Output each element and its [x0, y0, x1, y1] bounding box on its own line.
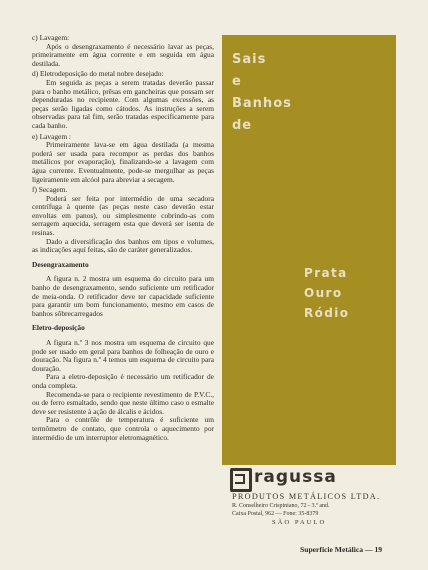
section-f-body: Poderá ser feita por intermédio de uma secadora centrífuga à quente (as peças neste caso deverão estar envoltas em panos), ou simplesmente cobrindo-as com serragem aquecida, serragem esta que deverá ser isenta de resinas. [32, 193, 214, 238]
ad-title-line: Banhos [232, 96, 292, 111]
page-footer: Superficie Metálica — 19 [300, 545, 383, 554]
ad-title-line: de [232, 118, 253, 133]
section-desengraxamento-body: A figura n. 2 mostra um esquema do circuito para um banho de desengraxamento, sendo suficiente um retificador de meia-onda. O retificador deve ter capacidade suficiente para garantir um bom funcionamento, mesmo em casos de banhos sôbrecarregados [32, 274, 214, 318]
section-eletro-deposicao-p4: Para o contrôle de temperatura é suficiente um termômetro de contato, que controla o aquecimento por intermédio de um interruptor eletromagnético. [32, 415, 214, 442]
ad-metal-line: Prata [304, 266, 348, 280]
section-eletro-deposicao-p3: Recomenda-se para o recipiente revestimento de P.V.C., ou de ferro esmaltado, sendo que neste último caso o esmalte deve ser resistente à ação de álcalis e ácidos. [32, 389, 214, 416]
dragussa-logo [230, 468, 360, 490]
ad-title-line: Sais [232, 52, 267, 67]
logo-mark-icon [230, 468, 252, 492]
section-f-heading: f) Secagem. [32, 185, 68, 195]
ad-metals [304, 263, 349, 323]
advertisement-panel [222, 35, 396, 465]
address-line-1: R. Conselheiro Crispiniano, 72 - 3.º and. [232, 503, 330, 509]
logo-wordmark: ragussa [254, 467, 337, 487]
section-c-body: Após o desengraxamento é necessário lavar as peças, primeiramente em água corrente e em seguida em água destilada. [32, 41, 214, 68]
section-desengraxamento-title: Desengraxamento [32, 259, 89, 269]
ad-title [232, 49, 292, 137]
company-city: SÃO PAULO [272, 519, 327, 526]
address-line-2: Caixa Postal, 962 — Fone: 35-8379 [232, 510, 319, 517]
ad-title-line: e [232, 74, 242, 89]
section-f-body-2: Dado a diversificação dos banhos em tipos e volumes, as indicações aquí feitas, são de caráter generalizados. [32, 236, 214, 255]
ad-metal-line: Ródio [304, 306, 350, 320]
article-column [32, 32, 214, 442]
section-d-body: Em seguida as peças a serem tratadas deverão passar para o banho metálico, prêsas em gancheiras que possam ser dependuradas no recipiente. Com algumas excessões, as peças serão ligadas como cátodos. As instruções a serem observadas para tal fim, serão tratadas especificamente para cada banho. [32, 77, 214, 130]
section-eletro-deposicao-p1: A figura n.º 3 nos mostra um esquema de circuito que pode ser usado em geral para banhos de folheação de ouro e douração. Na figura n.º 4 temos um esquema de circuito para douração. [32, 338, 214, 373]
company-name: PRODUTOS METÁLICOS LTDA. [232, 492, 381, 501]
section-c-heading: c) Lavagem: [32, 33, 70, 42]
company-address [232, 503, 330, 518]
ad-metal-line: Ouro [304, 286, 343, 300]
section-e-heading: e) Lavagem : [32, 131, 71, 141]
section-eletro-deposicao-title: Eletro-deposição [32, 323, 85, 333]
section-d-heading: d) Eletrodeposição do metal nobre desejado: [32, 69, 164, 79]
section-eletro-deposicao-p2: Para a eletro-deposição é necessário um retificador de onda completa. [32, 372, 214, 390]
section-e-body: Primeiramente lava-se em água destilada (a mesma poderá ser usada para recompor as perdas dos banhos metálicos por evaporação), finalizando-se a lavagem com água corrente. Eventualmente, pode-se mergulhar as peças ligeiramente em alcóol para abreviar a secagem. [32, 140, 214, 184]
